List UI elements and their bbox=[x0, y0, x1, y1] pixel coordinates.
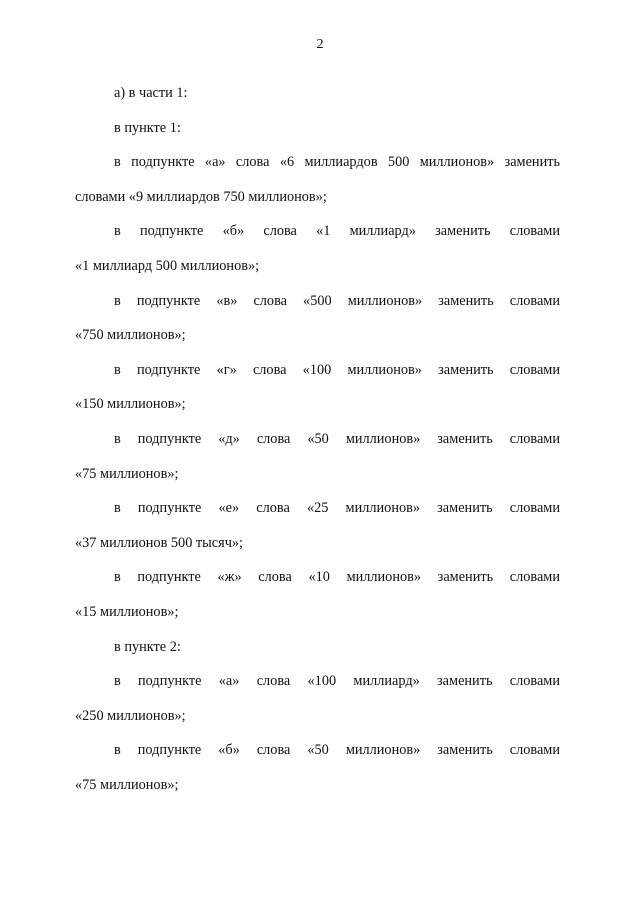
paragraph-line-zh-1: в подпункте «ж» слова «10 миллионов» заменить словами bbox=[114, 569, 560, 586]
paragraph-point-1-header: в пункте 1: bbox=[114, 119, 181, 136]
paragraph-line-g-2: «150 миллионов»; bbox=[75, 396, 186, 413]
paragraph-line-v-2: «750 миллионов»; bbox=[75, 327, 186, 344]
paragraph-line-p2a-2: «250 миллионов»; bbox=[75, 707, 186, 724]
paragraph-part-1-header: а) в части 1: bbox=[114, 85, 188, 101]
paragraph-line-b-1: в подпункте «б» слова «1 миллиард» заменить словами bbox=[114, 223, 560, 240]
paragraph-line-a-2: словами «9 миллиардов 750 миллионов»; bbox=[75, 188, 327, 205]
document-body bbox=[75, 76, 560, 802]
paragraph-line-d-1: в подпункте «д» слова «50 миллионов» заменить словами bbox=[114, 430, 560, 447]
paragraph-line-d-2: «75 миллионов»; bbox=[75, 465, 179, 482]
paragraph-line-b-2: «1 миллиард 500 миллионов»; bbox=[75, 257, 260, 274]
paragraph-line-p2a-1: в подпункте «а» слова «100 миллиард» заменить словами bbox=[114, 673, 560, 690]
paragraph-line-p2b-2: «75 миллионов»; bbox=[75, 776, 179, 793]
paragraph-line-e-2: «37 миллионов 500 тысяч»; bbox=[75, 534, 244, 551]
paragraph-line-zh-2: «15 миллионов»; bbox=[75, 603, 179, 620]
paragraph-line-v-1: в подпункте «в» слова «500 миллионов» заменить словами bbox=[114, 292, 560, 309]
paragraph-line-e-1: в подпункте «е» слова «25 миллионов» заменить словами bbox=[114, 500, 560, 517]
paragraph-line-p2b-1: в подпункте «б» слова «50 миллионов» заменить словами bbox=[114, 742, 560, 759]
paragraph-point-2-header: в пункте 2: bbox=[114, 638, 181, 655]
page-number: 2 bbox=[316, 37, 324, 52]
paragraph-line-g-1: в подпункте «г» слова «100 миллионов» заменить словами bbox=[114, 361, 560, 378]
paragraph-line-a-1: в подпункте «а» слова «6 миллиардов 500 миллионов» заменить bbox=[114, 154, 560, 171]
